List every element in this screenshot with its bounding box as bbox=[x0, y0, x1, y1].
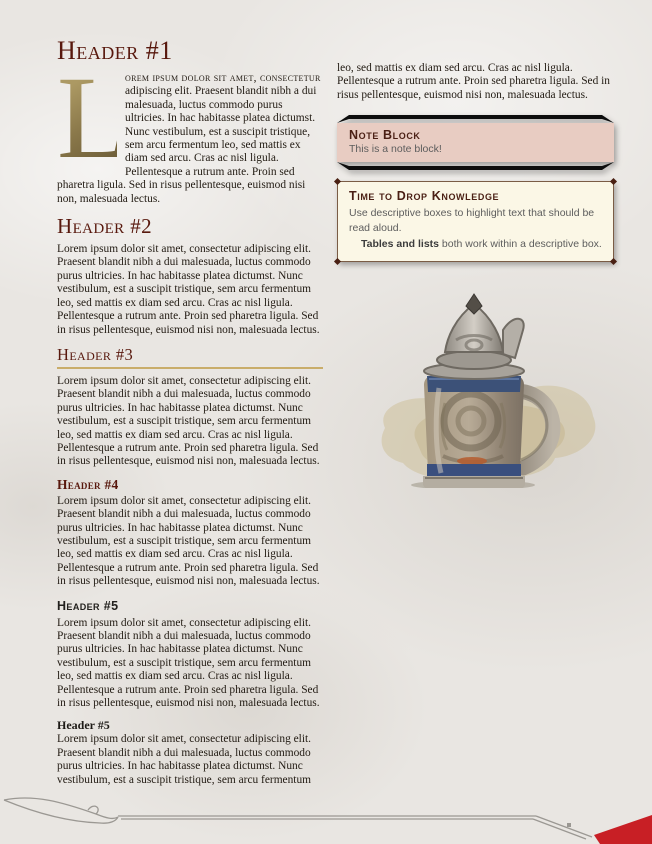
body-paragraph: Lorem ipsum dolor sit amet, consectetur adipiscing elit. Praesent blandit nibh a dui malesuada, luctus commodo purus ultricies. In hac habitasse platea dictumst. Nunc vestibulum, est a suscipit tristique, sem arcu fermentum leo, sed mattis ex diam sed arcu. Cras ac nisl ligula. Pellentesque a rutrum ante. Proin sed pharetra ligula. Sed in risus pellentesque, euismod nisi non, malesuada lectus. bbox=[57, 243, 320, 336]
dropcap-letter: L bbox=[57, 52, 130, 183]
section-header-4: Header #4 bbox=[57, 476, 119, 492]
corner-diamond-icon bbox=[610, 258, 617, 265]
dropcap-paragraph bbox=[57, 52, 323, 206]
body-paragraph: Lorem ipsum dolor sit amet, consectetur adipiscing elit. Praesent blandit nibh a dui malesuada, luctus commodo purus ultricies. In hac habitasse platea dictumst. Nunc vestibulum, est a suscipit tristique, sem arcu fermentum leo, sed mattis ex diam sed arcu. Cras ac nisl ligula. Pellentesque a rutrum ante. Proin sed pharetra ligula. Sed in risus pellentesque, euismod nisi non, malesuada lectus. bbox=[57, 494, 320, 588]
corner-diamond-icon bbox=[334, 178, 341, 185]
descriptive-line2-rest: both work within a descriptive box. bbox=[439, 238, 602, 251]
section-header-5: Header #5 bbox=[57, 598, 119, 613]
red-corner-triangle bbox=[594, 815, 652, 844]
note-block bbox=[337, 114, 614, 171]
note-title: Note Block bbox=[349, 128, 421, 143]
note-top-border bbox=[337, 114, 614, 123]
section-header-5-bold: Header #5 bbox=[57, 718, 110, 733]
note-bottom-border bbox=[337, 162, 614, 171]
left-column bbox=[57, 36, 323, 795]
section-header-1: Header #1 bbox=[57, 36, 173, 65]
body-paragraph-truncated: Lorem ipsum dolor sit amet, consectetur adipiscing elit. Praesent blandit nibh a dui malesuada, luctus commodo purus ultricies. In hac habitasse platea dictumst. Nunc vestibulum, est a suscipit tristique, sem arcu fermentum bbox=[57, 733, 312, 786]
right-column bbox=[337, 62, 614, 276]
page-footer-ornament bbox=[0, 794, 652, 844]
dropcap-body-text: adipiscing elit. Praesent blandit nibh a dui malesuada, luctus commodo purus ultricies. In hac habitasse platea dictumst. Nunc vestibulum, est a suscipit tristique, sem arcu fermentum leo, sed mattis ex diam sed arcu. Cras ac nisl ligula. Pellentesque a rutrum ante. Proin sed pharetra ligula. Sed in risus pellentesque, euismod nisi non, malesuada lectus. bbox=[57, 85, 317, 205]
beer-stein-illustration bbox=[355, 288, 600, 488]
descriptive-bold-lead: Tables and lists bbox=[361, 238, 439, 251]
body-paragraph: Lorem ipsum dolor sit amet, consectetur adipiscing elit. Praesent blandit nibh a dui malesuada, luctus commodo purus ultricies. In hac habitasse platea dictumst. Nunc vestibulum, est a suscipit tristique, sem arcu fermentum leo, sed mattis ex diam sed arcu. Cras ac nisl ligula. Pellentesque a rutrum ante. Proin sed pharetra ligula. Sed in risus pellentesque, euismod nisi non, malesuada lectus. bbox=[57, 374, 320, 468]
body-paragraph: Lorem ipsum dolor sit amet, consectetur adipiscing elit. Praesent blandit nibh a dui malesuada, luctus commodo purus ultricies. In hac habitasse platea dictumst. Nunc vestibulum, est a suscipit tristique, sem arcu fermentum leo, sed mattis ex diam sed arcu. Cras ac nisl ligula. Pellentesque a rutrum ante. Proin sed pharetra ligula. Sed in risus pellentesque, euismod nisi non, malesuada lectus. bbox=[57, 616, 320, 710]
note-body bbox=[337, 123, 614, 162]
corner-diamond-icon bbox=[610, 178, 617, 185]
note-text: This is a note block! bbox=[349, 143, 442, 156]
descriptive-line2 bbox=[349, 237, 602, 252]
beer-stein-svg bbox=[355, 288, 600, 488]
descriptive-line1: Use descriptive boxes to highlight text that should be read aloud. bbox=[349, 207, 595, 235]
section-header-2: Header #2 bbox=[57, 214, 153, 239]
corner-diamond-icon bbox=[334, 258, 341, 265]
section-header-3: Header #3 bbox=[57, 345, 323, 369]
footer-dot bbox=[567, 823, 571, 827]
descriptive-box bbox=[337, 181, 614, 262]
descriptive-title: Time to Drop Knowledge bbox=[349, 189, 500, 204]
continuation-paragraph: leo, sed mattis ex diam sed arcu. Cras ac nisl ligula. Pellentesque a rutrum ante. Proin sed pharetra ligula. Sed in risus pellentesque, euismod nisi non, malesuada lectus. bbox=[337, 62, 610, 101]
dropcap-lead-smallcaps: orem ipsum dolor sit amet, consectetur bbox=[125, 72, 321, 84]
